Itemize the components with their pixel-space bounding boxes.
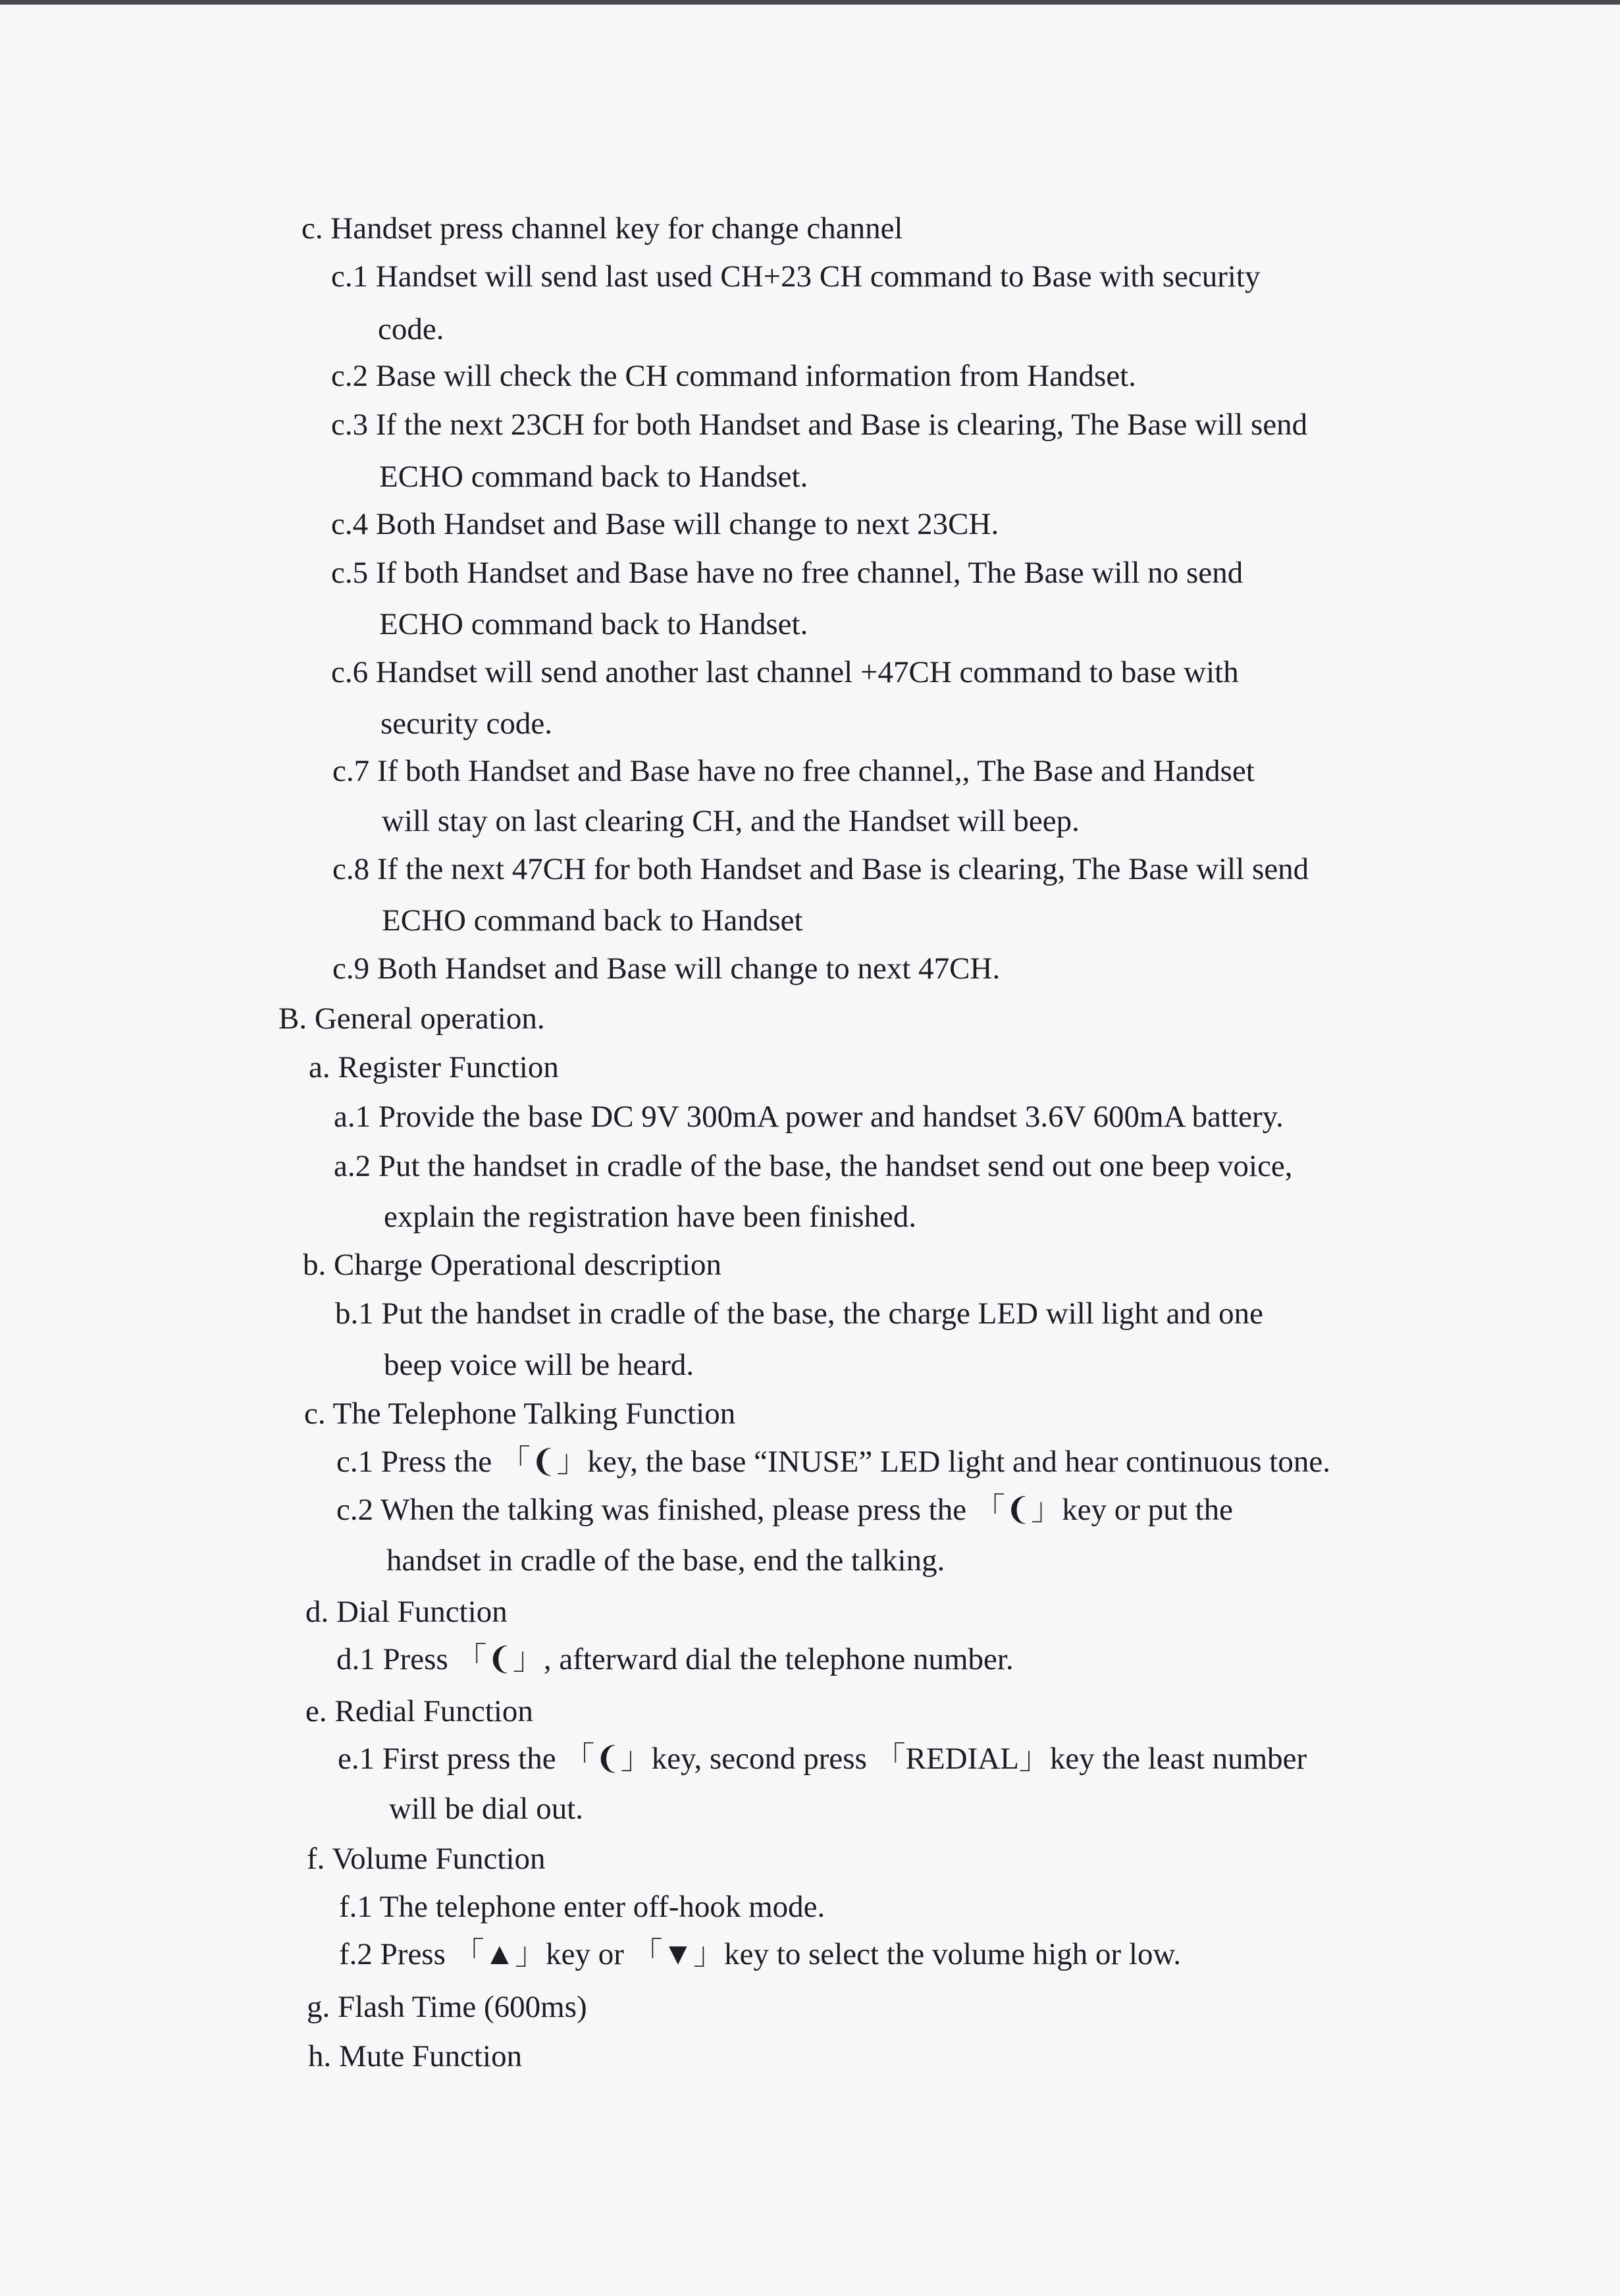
heading-a: a. Register Function: [309, 1050, 559, 1084]
item-c9: c.9 Both Handset and Base will change to next 47CH.: [332, 951, 1001, 986]
heading-h: h. Mute Function: [308, 2039, 523, 2073]
item-c7: c.7 If both Handset and Base have no free channel,, The Base and Handset: [332, 754, 1255, 788]
heading-b: b. Charge Operational description: [303, 1248, 722, 1282]
item-a2: a.2 Put the handset in cradle of the base, the handset send out one beep voice,: [334, 1149, 1293, 1183]
item-c1: c.1 Handset will send last used CH+23 CH command to Base with security: [331, 259, 1261, 294]
item-b1: b.1 Put the handset in cradle of the base, the charge LED will light and one: [335, 1296, 1264, 1331]
item-c1b: c.1 Press the 「❨」key, the base “INUSE” LED light and hear continuous tone.: [336, 1445, 1330, 1479]
item-c7-cont: will stay on last clearing CH, and the Handset will beep.: [382, 804, 1080, 838]
item-c2: c.2 Base will check the CH command information from Handset.: [331, 359, 1136, 393]
item-a1: a.1 Provide the base DC 9V 300mA power and handset 3.6V 600mA battery.: [334, 1100, 1284, 1134]
heading-g: g. Flash Time (600ms): [307, 1990, 587, 2024]
item-e1-cont: will be dial out.: [389, 1792, 584, 1826]
item-c3: c.3 If the next 23CH for both Handset and Base is clearing, The Base will send: [331, 408, 1308, 442]
item-c2b-cont: handset in cradle of the base, end the talking.: [386, 1543, 945, 1578]
item-c6: c.6 Handset will send another last channel +47CH command to base with: [331, 655, 1239, 689]
item-c2b: c.2 When the talking was finished, please press the 「❨」key or put the: [336, 1493, 1234, 1527]
item-c8-cont: ECHO command back to Handset: [382, 903, 803, 938]
heading-f: f. Volume Function: [307, 1842, 546, 1876]
item-c5-cont: ECHO command back to Handset.: [379, 607, 808, 641]
item-f1: f.1 The telephone enter off-hook mode.: [339, 1890, 825, 1924]
item-c4: c.4 Both Handset and Base will change to next 23CH.: [331, 507, 999, 541]
item-b1-cont: beep voice will be heard.: [384, 1348, 694, 1382]
heading-c: c. Handset press channel key for change channel: [301, 211, 903, 246]
item-d1: d.1 Press 「❨」, afterward dial the telephone number.: [336, 1642, 1014, 1676]
heading-e: e. Redial Function: [305, 1694, 533, 1728]
item-e1: e.1 First press the 「❨」key, second press 「REDIAL」key the least number: [338, 1742, 1307, 1776]
item-f2: f.2 Press 「▲」key or 「▼」key to select the volume high or low.: [339, 1937, 1182, 1971]
item-c8: c.8 If the next 47CH for both Handset and Base is clearing, The Base will send: [332, 852, 1309, 886]
heading-d: d. Dial Function: [305, 1595, 508, 1629]
item-c1-cont: code.: [378, 312, 444, 346]
item-c3-cont: ECHO command back to Handset.: [379, 460, 808, 494]
item-a2-cont: explain the registration have been finished.: [384, 1200, 917, 1234]
item-c6-cont: security code.: [380, 707, 553, 741]
section-b-heading: B. General operation.: [278, 1001, 545, 1036]
item-c5: c.5 If both Handset and Base have no free channel, The Base will no send: [331, 556, 1243, 590]
heading-c2: c. The Telephone Talking Function: [304, 1397, 736, 1431]
